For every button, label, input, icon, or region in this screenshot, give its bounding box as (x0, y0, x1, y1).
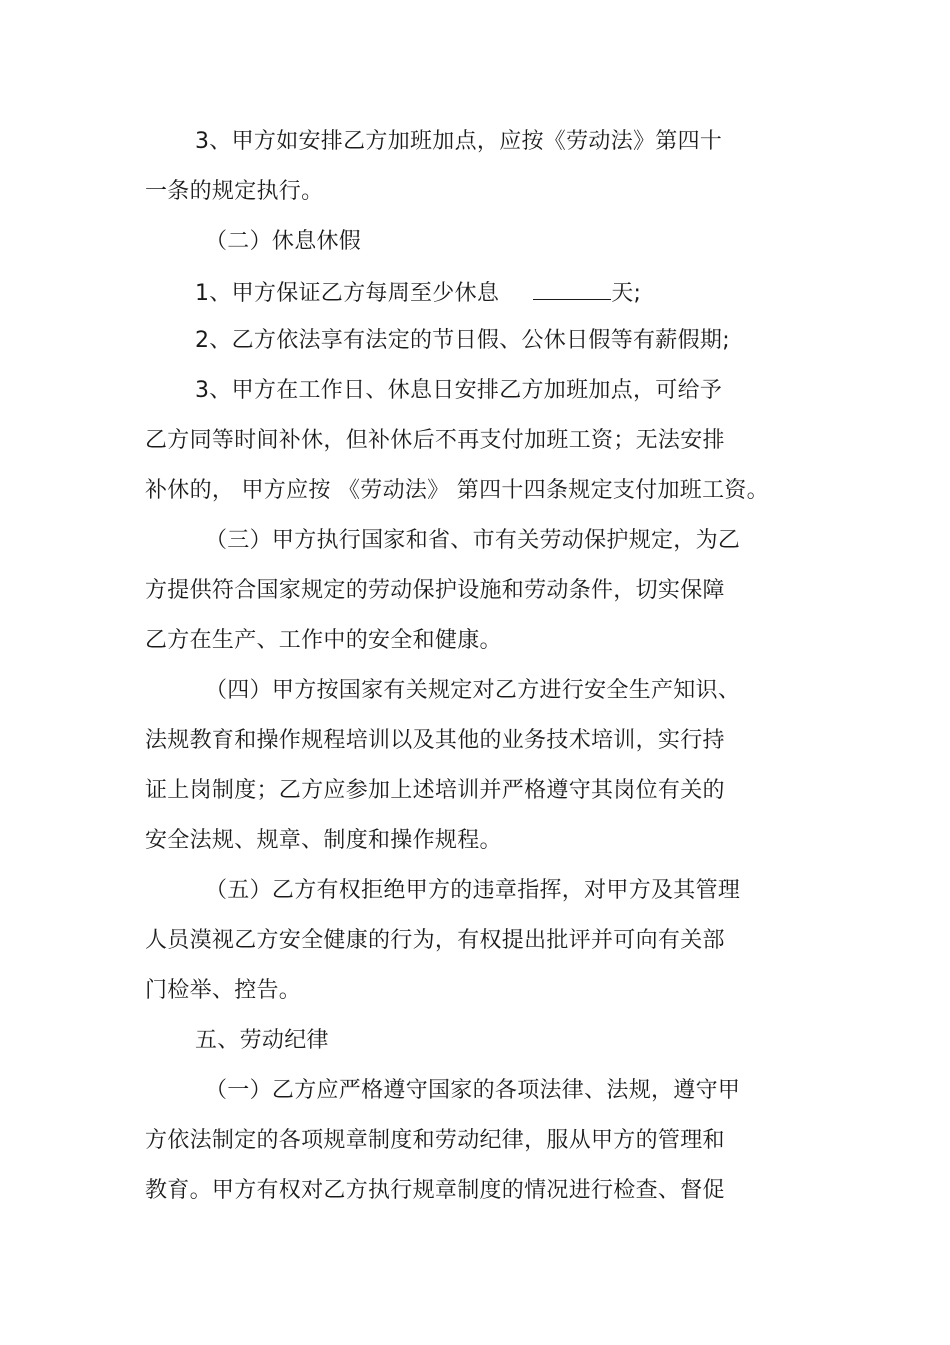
paragraph-line: 方提供符合国家规定的劳动保护设施和劳动条件，切实保障 (145, 578, 725, 603)
paragraph-line (195, 277, 641, 309)
paragraph-line: 一条的规定执行。 (145, 179, 324, 204)
rest-days-unit: 天; (611, 281, 642, 306)
paragraph-line: 门检举、控告。 (145, 978, 302, 1003)
section-heading: 五、劳动纪律 (195, 1028, 329, 1053)
section-heading: （二）休息休假 (205, 229, 362, 254)
fill-in-blank (533, 277, 611, 300)
paragraph-line: 法规教育和操作规程培训以及其他的业务技术培训，实行持 (145, 728, 725, 753)
paragraph-line: 教育。甲方有权对乙方执行规章制度的情况进行检查、督促 (145, 1178, 725, 1203)
paragraph-line: （一）乙方应严格遵守国家的各项法律、法规，遵守甲 (205, 1078, 741, 1103)
paragraph-line: 安全法规、规章、制度和操作规程。 (145, 828, 502, 853)
rest-days-text: 1、甲方保证乙方每周至少休息 (195, 281, 500, 306)
paragraph-line: 乙方同等时间补休，但补休后不再支付加班工资；无法安排 (145, 428, 725, 453)
paragraph-line: 证上岗制度；乙方应参加上述培训并严格遵守其岗位有关的 (145, 778, 725, 803)
paragraph-line: 方依法制定的各项规章制度和劳动纪律，服从甲方的管理和 (145, 1128, 725, 1153)
paragraph-line: （五）乙方有权拒绝甲方的违章指挥，对甲方及其管理 (205, 878, 741, 903)
paragraph-line: 乙方在生产、工作中的安全和健康。 (145, 628, 502, 653)
paragraph-line: （三）甲方执行国家和省、市有关劳动保护规定，为乙 (205, 528, 741, 553)
paragraph-line: 2、乙方依法享有法定的节日假、公休日假等有薪假期; (195, 328, 730, 353)
paragraph-line: 3、甲方如安排乙方加班加点，应按《劳动法》第四十 (195, 129, 723, 154)
paragraph-line: （四）甲方按国家有关规定对乙方进行安全生产知识、 (205, 678, 741, 703)
paragraph-line: 人员漠视乙方安全健康的行为，有权提出批评并可向有关部 (145, 928, 725, 953)
paragraph-line: 补休的， 甲方应按 《劳动法》 第四十四条规定支付加班工资。 (145, 478, 769, 503)
paragraph-line: 3、甲方在工作日、休息日安排乙方加班加点，可给予 (195, 378, 723, 403)
